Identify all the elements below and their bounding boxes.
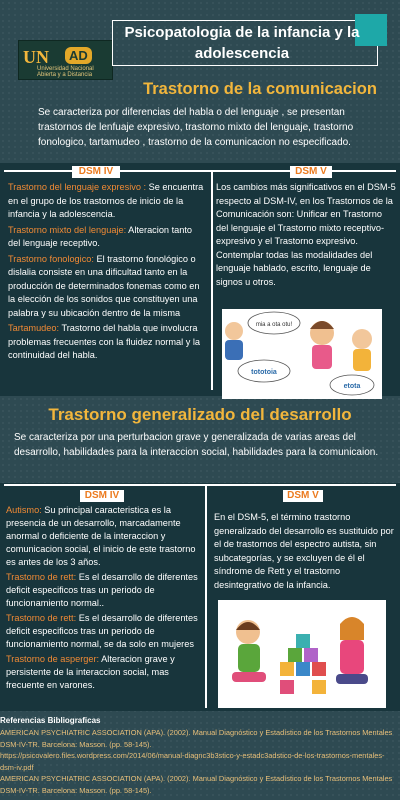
development-title: Trastorno generalizado del desarrollo <box>48 405 352 424</box>
list-item <box>6 504 202 569</box>
list-item <box>8 181 204 222</box>
speech-bubble-1 <box>248 312 300 334</box>
bubble-text-1: mia a ota otu! <box>255 322 293 328</box>
term: Autismo: <box>6 505 42 515</box>
list-item <box>8 224 204 251</box>
list-item <box>8 322 204 363</box>
development-intro: Se caracteriza por una perturbacion grave y generalizada de varias areas del desarrollo, habilidades para la interaccion social, habilidades para la comunicaion. <box>14 432 379 458</box>
communication-dsm4-list <box>8 181 204 365</box>
logo-line-2: Abierta y a Distancia <box>37 72 93 78</box>
unad-logo <box>18 40 113 80</box>
references-title: Referencias Bibliograficas <box>0 716 101 725</box>
child-playing-blocks-illustration <box>218 600 386 708</box>
term: Trastorno de asperger: <box>6 654 100 664</box>
definition: Alteracion grave y persistente de la interaccion social, mas frecuente en varones. <box>6 654 175 690</box>
reference-url[interactable]: https://psicovalero.files.wordpress.com/2014/06/manual-diagnc3b3stico-y-estadc3adstico-de-los-trastornos-mentales-dsm-iv.pdf <box>0 751 385 772</box>
term: Tartamudeo: <box>8 323 60 333</box>
reference-line: AMERICAN PSYCHIATRIC ASSOCIATION (APA). (2002). Manual Diagnóstico y Estadístico de los Trastornos Mentales DSM-IV-TR. Barcelona: Masson. (pp. 58-145). <box>0 728 393 749</box>
communication-dsm5-text: Los cambios más significativos en el DSM-5 respecto al DSM-IV, en los Trastornos de la Comunicación son: Unificar en Trastorno del lenguaje el Trastorno mixto receptivo-expresivo y el Trastorno expresivo. Contemplar todas las modalidades del lenguaje hablado, escrito, lenguaje de signos u otros. <box>216 182 396 287</box>
term: Trastorno de rett: <box>6 572 77 582</box>
development-dsm5-label: DSM V <box>283 490 323 502</box>
communication-dsm5-label: DSM V <box>290 166 332 178</box>
references-body <box>0 727 400 796</box>
communication-dsm4-label: DSM IV <box>72 166 120 178</box>
list-item <box>6 571 202 610</box>
boy-figure <box>225 322 243 360</box>
definition: Alteracion tanto del lenguaje receptivo. <box>8 224 193 248</box>
logo-line-1: Universidad Nacional <box>37 66 94 72</box>
list-item <box>6 612 202 651</box>
definition: El trastorno fonológico o dislalia consiste en una dificultad tanto en la producción de determinados fonemas como en la elección de los sonidos que constituyen una palabra y su ubicación dentro de la misma <box>8 253 200 318</box>
definition: Es el desarrollo de diferentes deficit especificos tras un periodo de funcionamiento normal, se da solo en mujeres <box>6 613 198 649</box>
logo-letters-ad: AD <box>65 47 92 64</box>
term: Trastorno del lenguaje expresivo : <box>8 182 147 192</box>
development-divider-top <box>4 484 396 486</box>
speech-bubble-3 <box>330 375 374 395</box>
bubble-text-3: etota <box>343 383 361 390</box>
communication-column-divider <box>211 170 213 390</box>
term: Trastorno de rett: <box>6 613 77 623</box>
development-column-divider <box>205 484 207 708</box>
definition: Trastorno del habla que involucra problemas frecuentes con la fluidez normal y la continuidad del habla. <box>8 323 201 360</box>
communication-intro: Se caracteriza por diferencias del habla o del lenguaje , se presentan trastornos de lenfuaje expresivo, trastorno mixto del lenguaje, trastorno fonologico, tartamudeo , trastorno de la comunicacion no especificado. <box>38 107 354 148</box>
speech-bubble-2 <box>238 360 290 382</box>
communication-divider-top <box>4 170 396 172</box>
definition: Es el desarrollo de diferentes deficit especificos tras un periodo de funcionamiento normal.. <box>6 572 198 608</box>
page-title: Psicopatologia de la infancia y la adolescencia <box>124 24 360 62</box>
development-dsm4-list <box>6 504 202 694</box>
definition: Se encuentra en el grupo de los trastornos de inicio de la infancia y la adolescencia. <box>8 182 204 219</box>
development-dsm5-text: En el DSM-5, el término trastorno generalizado del desarrollo es sustituido por el de trastornos del espectro autista, sin subcategorías, y se excluyen de él el síndrome de Rett y el trastorno desintegrativo de la infancia. <box>214 512 394 590</box>
logo-letters-un: UN <box>23 47 49 67</box>
reference-line: AMERICAN PSYCHIATRIC ASSOCIATION (APA). (2002). Manual Diagnóstico y Estadístico de los Trastornos Mentales DSM-IV-TR. Barcelona: Masson. (pp. 58-145). <box>0 774 393 795</box>
term: Trastorno mixto del lenguaje: <box>8 224 127 235</box>
bubble-text-2: tototoia <box>251 369 277 376</box>
boy-figure-2 <box>352 329 372 371</box>
list-item <box>8 253 204 321</box>
list-item <box>6 653 202 692</box>
definition: Su principal caracteristica es la presencia de un desarrollo, marcadamente anormal o deficiente de la interaccion y comunicacion social, el inicio de este trastorno es antes de los 3 años. <box>6 505 196 567</box>
speech-therapy-illustration <box>222 309 382 399</box>
development-dsm4-label: DSM IV <box>80 490 124 502</box>
communication-title: Trastorno de la comunicacion <box>143 80 377 98</box>
term: Trastorno fonologico: <box>8 253 94 264</box>
references <box>0 712 400 800</box>
